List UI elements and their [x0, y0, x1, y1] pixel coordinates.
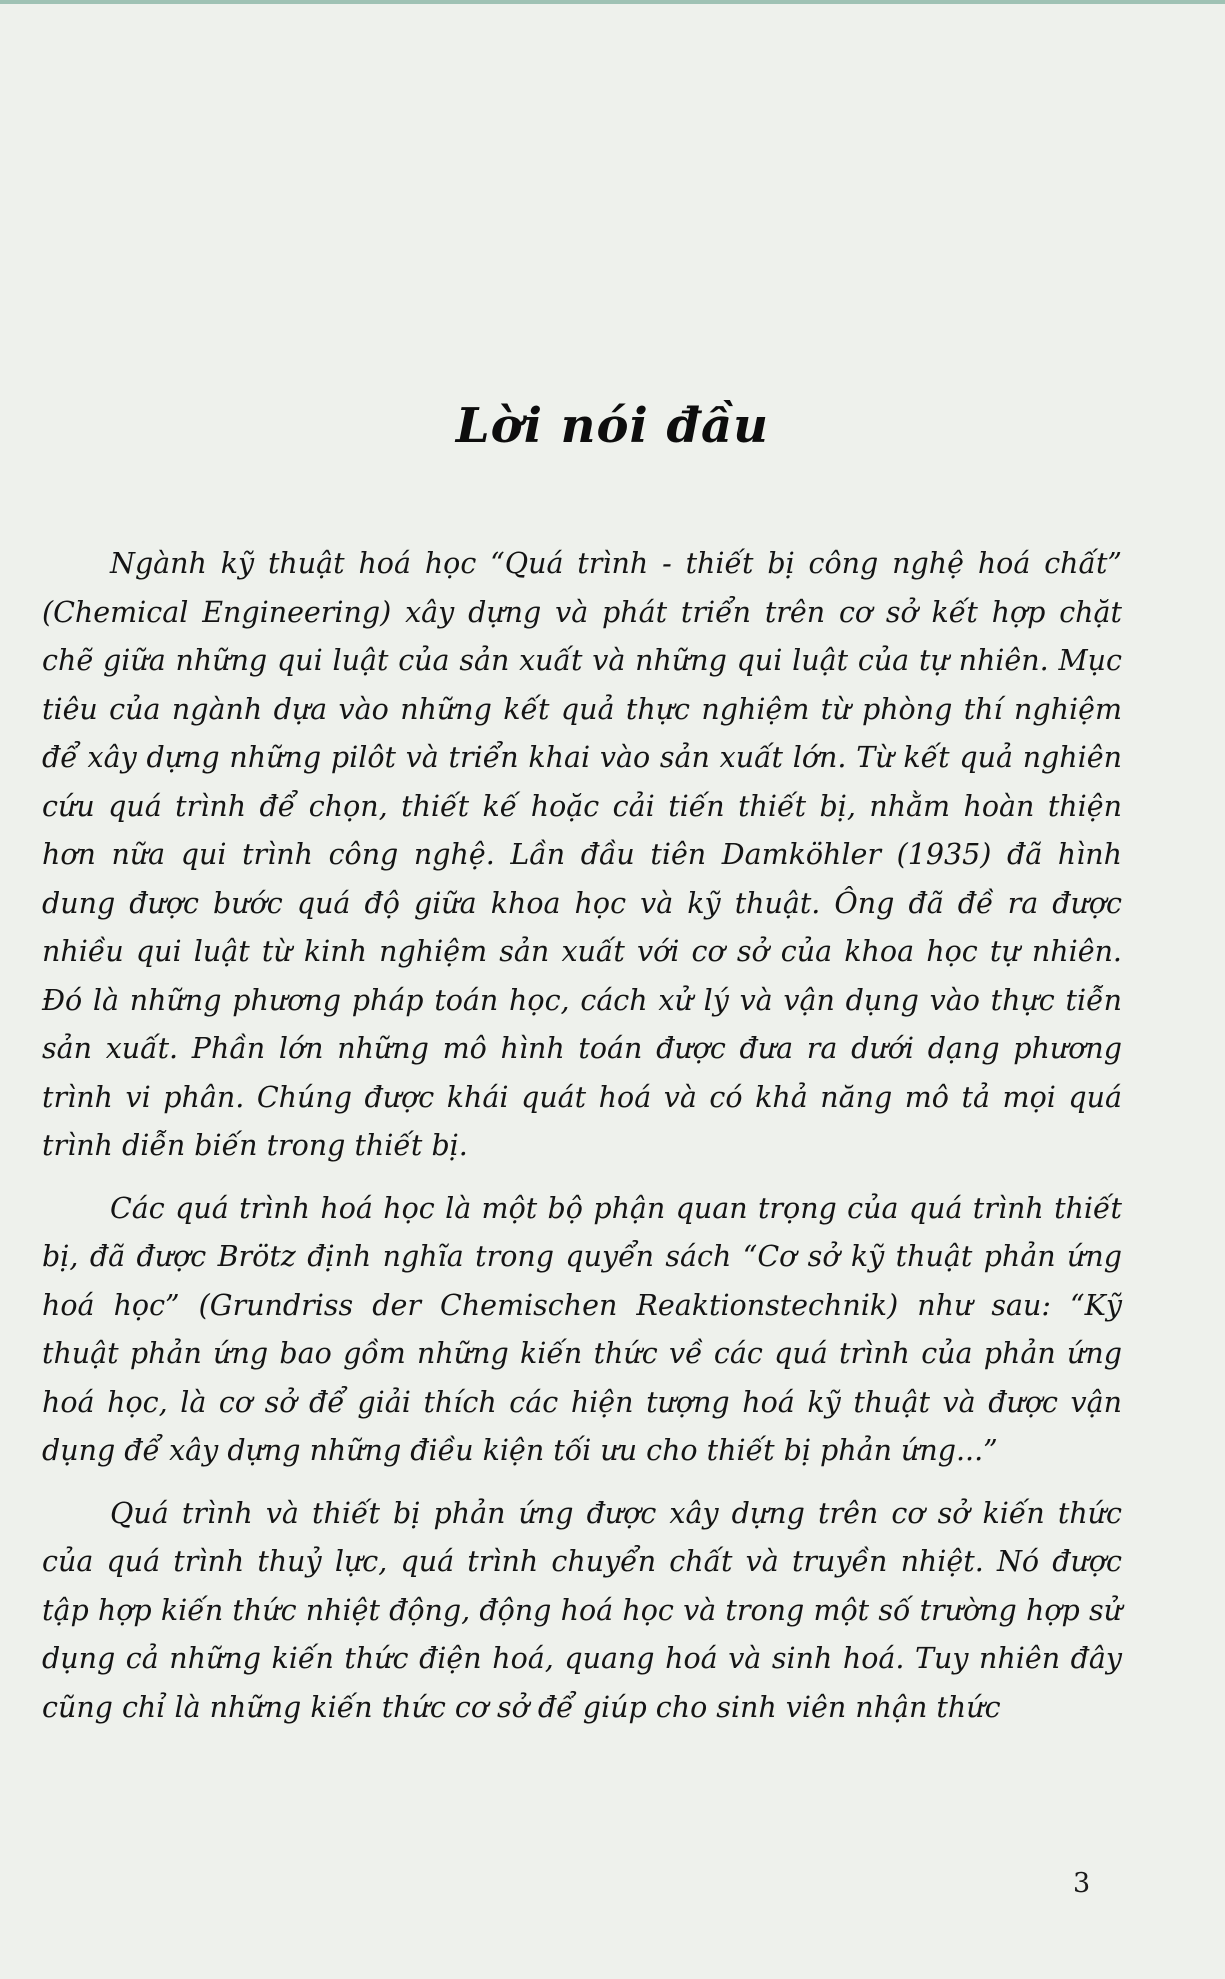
- preface-title: Lời nói đầu: [455, 398, 770, 454]
- page-number: 3: [1073, 1868, 1091, 1899]
- paragraph-1: Ngành kỹ thuật hoá học “Quá trình - thiết bị công nghệ hoá chất” (Chemical Engineering) xây dựng và phát triển trên cơ sở kết hợp chặt chẽ giữa những qui luật của sản xuất và những qui luật của tự nhiên. Mục tiêu của ngành dựa vào những kết quả thực nghiệm từ phòng thí nghiệm để xây dựng những pilôt và triển khai vào sản xuất lớn. Từ kết quả nghiên cứu quá trình để chọn, thiết kế hoặc cải tiến thiết bị, nhằm hoàn thiện hơn nữa qui trình công nghệ. Lần đầu tiên Damköhler (1935) đã hình dung được bước quá độ giữa khoa học và kỹ thuật. Ông đã đề ra được nhiều qui luật từ kinh nghiệm sản xuất với cơ sở của khoa học tự nhiên. Đó là những phương pháp toán học, cách xử lý và vận dụng vào thực tiễn sản xuất. Phần lớn những mô hình toán được đưa ra dưới dạng phương trình vi phân. Chúng được khái quát hoá và có khả năng mô tả mọi quá trình diễn biến trong thiết bị.: [42, 547, 1122, 1162]
- preface-body: [42, 540, 1122, 1732]
- paragraph-3: Quá trình và thiết bị phản ứng được xây dựng trên cơ sở kiến thức của quá trình thuỷ lực, quá trình chuyển chất và truyền nhiệt. Nó được tập hợp kiến thức nhiệt động, động hoá học và trong một số trường hợp sử dụng cả những kiến thức điện hoá, quang hoá và sinh hoá. Tuy nhiên đây cũng chỉ là những kiến thức cơ sở để giúp cho sinh viên nhận thức: [42, 1496, 1122, 1724]
- paragraph-2: Các quá trình hoá học là một bộ phận quan trọng của quá trình thiết bị, đã được Brötz định nghĩa trong quyển sách “Cơ sở kỹ thuật phản ứng hoá học” (Grundriss der Chemischen Reaktionstechnik) như sau: “Kỹ thuật phản ứng bao gồm những kiến thức về các quá trình của phản ứng hoá học, là cơ sở để giải thích các hiện tượng hoá kỹ thuật và được vận dụng để xây dựng những điều kiện tối ưu cho thiết bị phản ứng...”: [42, 1191, 1122, 1467]
